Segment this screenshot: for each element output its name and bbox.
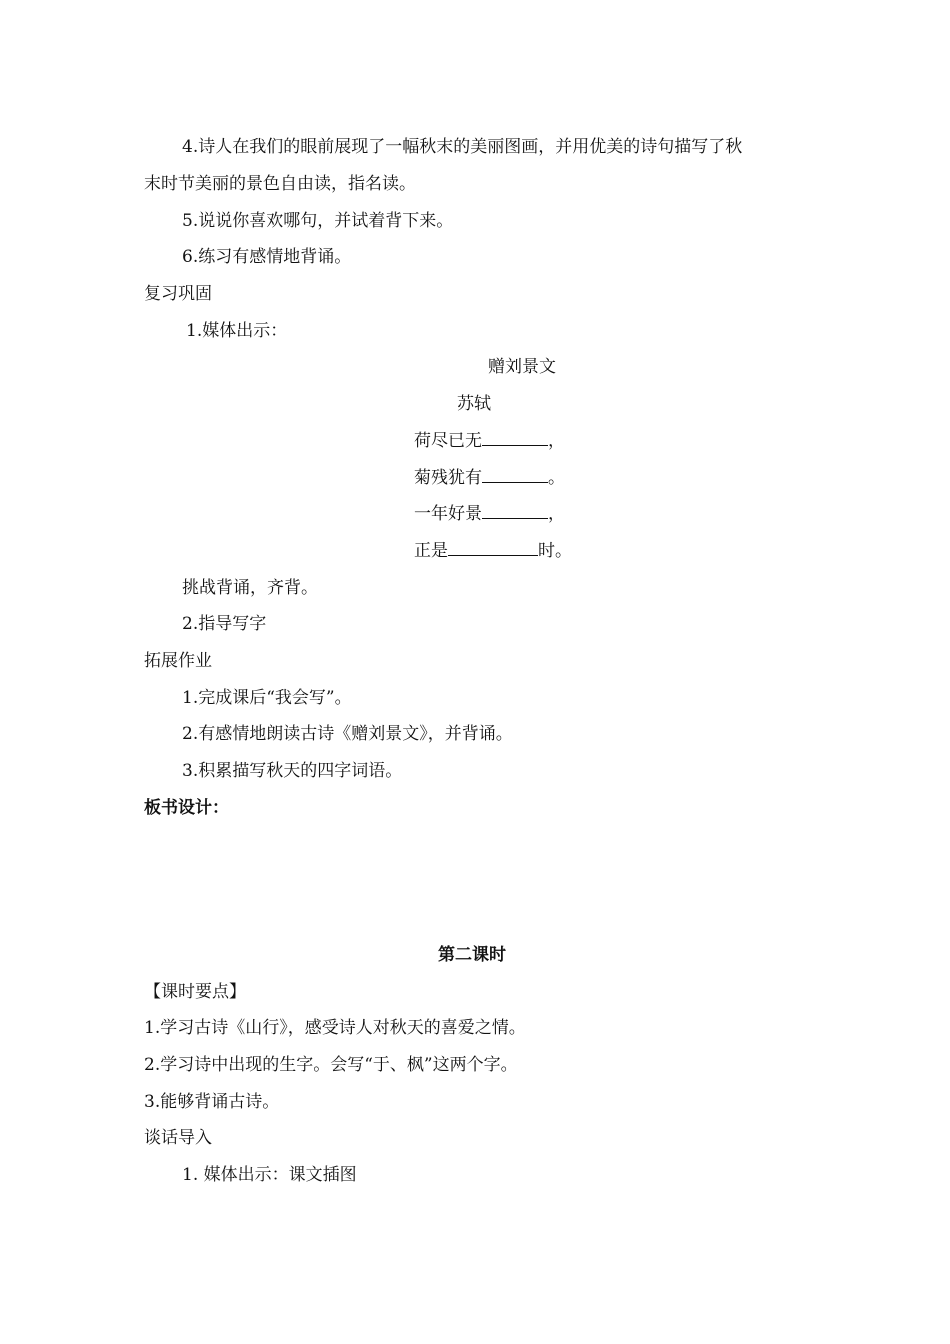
- poem-line-4: [414, 539, 572, 563]
- poem-line-4-punct: 时。: [538, 541, 572, 561]
- poem-line-3-punct: ，: [548, 504, 565, 524]
- lesson-2-title: 第二课时: [438, 945, 506, 965]
- poem-line-1-text: 荷尽已无: [414, 431, 482, 451]
- review-item-1: 1.媒体出示：: [186, 321, 288, 341]
- challenge-recite: 挑战背诵，齐背。: [182, 578, 318, 598]
- poem-line-1-punct: ，: [548, 431, 565, 451]
- paragraph-4-line-2: 末时节美丽的景色自由读，指名读。: [144, 174, 416, 194]
- poem-line-2-punct: 。: [548, 468, 565, 488]
- poem-line-4-text: 正是: [414, 541, 448, 561]
- fill-blank: [448, 539, 538, 556]
- fill-blank: [482, 466, 548, 483]
- homework-heading: 拓展作业: [144, 651, 212, 671]
- homework-item-3: 3.积累描写秋天的四字词语。: [182, 761, 403, 781]
- key-point-1: 1.学习古诗《山行》，感受诗人对秋天的喜爱之情。: [144, 1018, 526, 1038]
- fill-blank: [482, 429, 548, 446]
- review-item-2: 2.指导写字: [182, 614, 267, 634]
- poem-author: 苏轼: [457, 394, 491, 414]
- homework-item-1: 1.完成课后“我会写”。: [182, 688, 352, 708]
- fill-blank: [482, 502, 548, 519]
- poem-line-3: [414, 502, 565, 526]
- board-design-heading: 板书设计：: [144, 798, 229, 818]
- homework-item-2: 2.有感情地朗读古诗《赠刘景文》，并背诵。: [182, 724, 513, 744]
- key-point-2: 2.学习诗中出现的生字。会写“于、枫”这两个字。: [144, 1055, 518, 1075]
- poem-line-2-text: 菊残犹有: [414, 468, 482, 488]
- poem-line-2: [414, 466, 565, 490]
- review-heading: 复习巩固: [144, 284, 212, 304]
- key-point-3: 3.能够背诵古诗。: [144, 1092, 280, 1112]
- intro-item-1: 1. 媒体出示：课文插图: [182, 1165, 357, 1185]
- paragraph-4-line-1: 4.诗人在我们的眼前展现了一幅秋末的美丽图画，并用优美的诗句描写了秋: [182, 137, 743, 157]
- paragraph-5: 5.说说你喜欢哪句，并试着背下来。: [182, 211, 454, 231]
- poem-title: 赠刘景文: [488, 357, 556, 377]
- intro-heading: 谈话导入: [144, 1128, 212, 1148]
- key-points-heading: 【课时要点】: [144, 982, 246, 1002]
- poem-line-1: [414, 429, 565, 453]
- paragraph-6: 6.练习有感情地背诵。: [182, 247, 352, 267]
- poem-line-3-text: 一年好景: [414, 504, 482, 524]
